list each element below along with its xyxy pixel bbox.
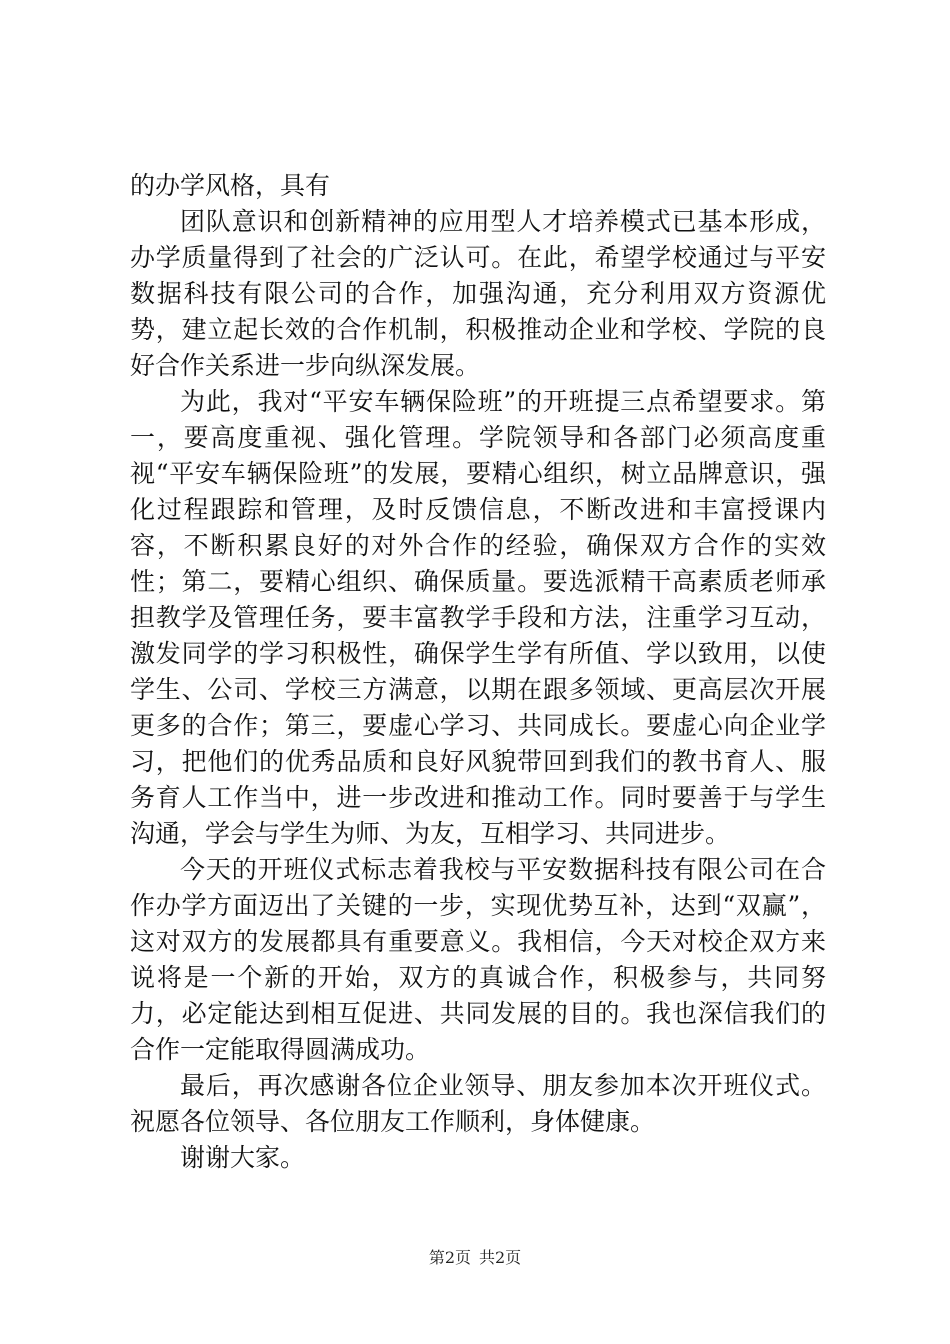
paragraph-thank-you: 谢谢大家。 [180,1143,306,1172]
paragraph-intro-fragment: 的办学风格，具有 [130,171,331,200]
paragraph-three-requirements: 为此，我对“平安车辆保险班”的开班提三点希望要求。第一，要高度重视、强化管理。学院领导和各部门必须高度重视“平安车辆保险班”的发展，要精心组织，树立品牌意识，强化过程跟踪和管理，及时反馈信息，不断改进和丰富授课内容，不断积累良好的对外合作的经验，确保双方合作的实效性；第二，要精心组织、确保质量。要选派精干高素质老师承担教学及管理任务，要丰富教学手段和方法，注重学习互动，激发同学的学习积极性，确保学生学有所值、学以致用，以使学生、公司、学校三方满意，以期在跟多领域、更高层次开展更多的合作；第三，要虚心学习、共同成长。要虚心向企业学习，把他们的优秀品质和良好风貌带回到我们的教书育人、服务育人工作当中，进一步改进和推动工作。同时要善于与学生沟通，学会与学生为师、为友，互相学习、共同进步。 [130,387,826,848]
page-number-current: 第2页 [428,1248,471,1267]
page-number-total: 共2页 [479,1248,522,1267]
paragraph-training-model: 团队意识和创新精神的应用型人才培养模式已基本形成，办学质量得到了社会的广泛认可。在此，希望学校通过与平安数据科技有限公司的合作，加强沟通，充分利用双方资源优势，建立起长效的合作机制，积极推动企业和学校、学院的良好合作关系进一步向纵深发展。 [130,207,826,380]
page-footer [0,1245,950,1268]
paragraph-closing-thanks: 最后，再次感谢各位企业领导、朋友参加本次开班仪式。祝愿各位领导、各位朋友工作顺利，身体健康。 [130,1071,826,1136]
document-body [130,168,826,1176]
paragraph-ceremony-significance: 今天的开班仪式标志着我校与平安数据科技有限公司在合作办学方面迈出了关键的一步，实现优势互补，达到“双赢”，这对双方的发展都具有重要意义。我相信，今天对校企双方来说将是一个新的开始，双方的真诚合作，积极参与，共同努力，必定能达到相互促进、共同发展的目的。我也深信我们的合作一定能取得圆满成功。 [130,855,826,1064]
